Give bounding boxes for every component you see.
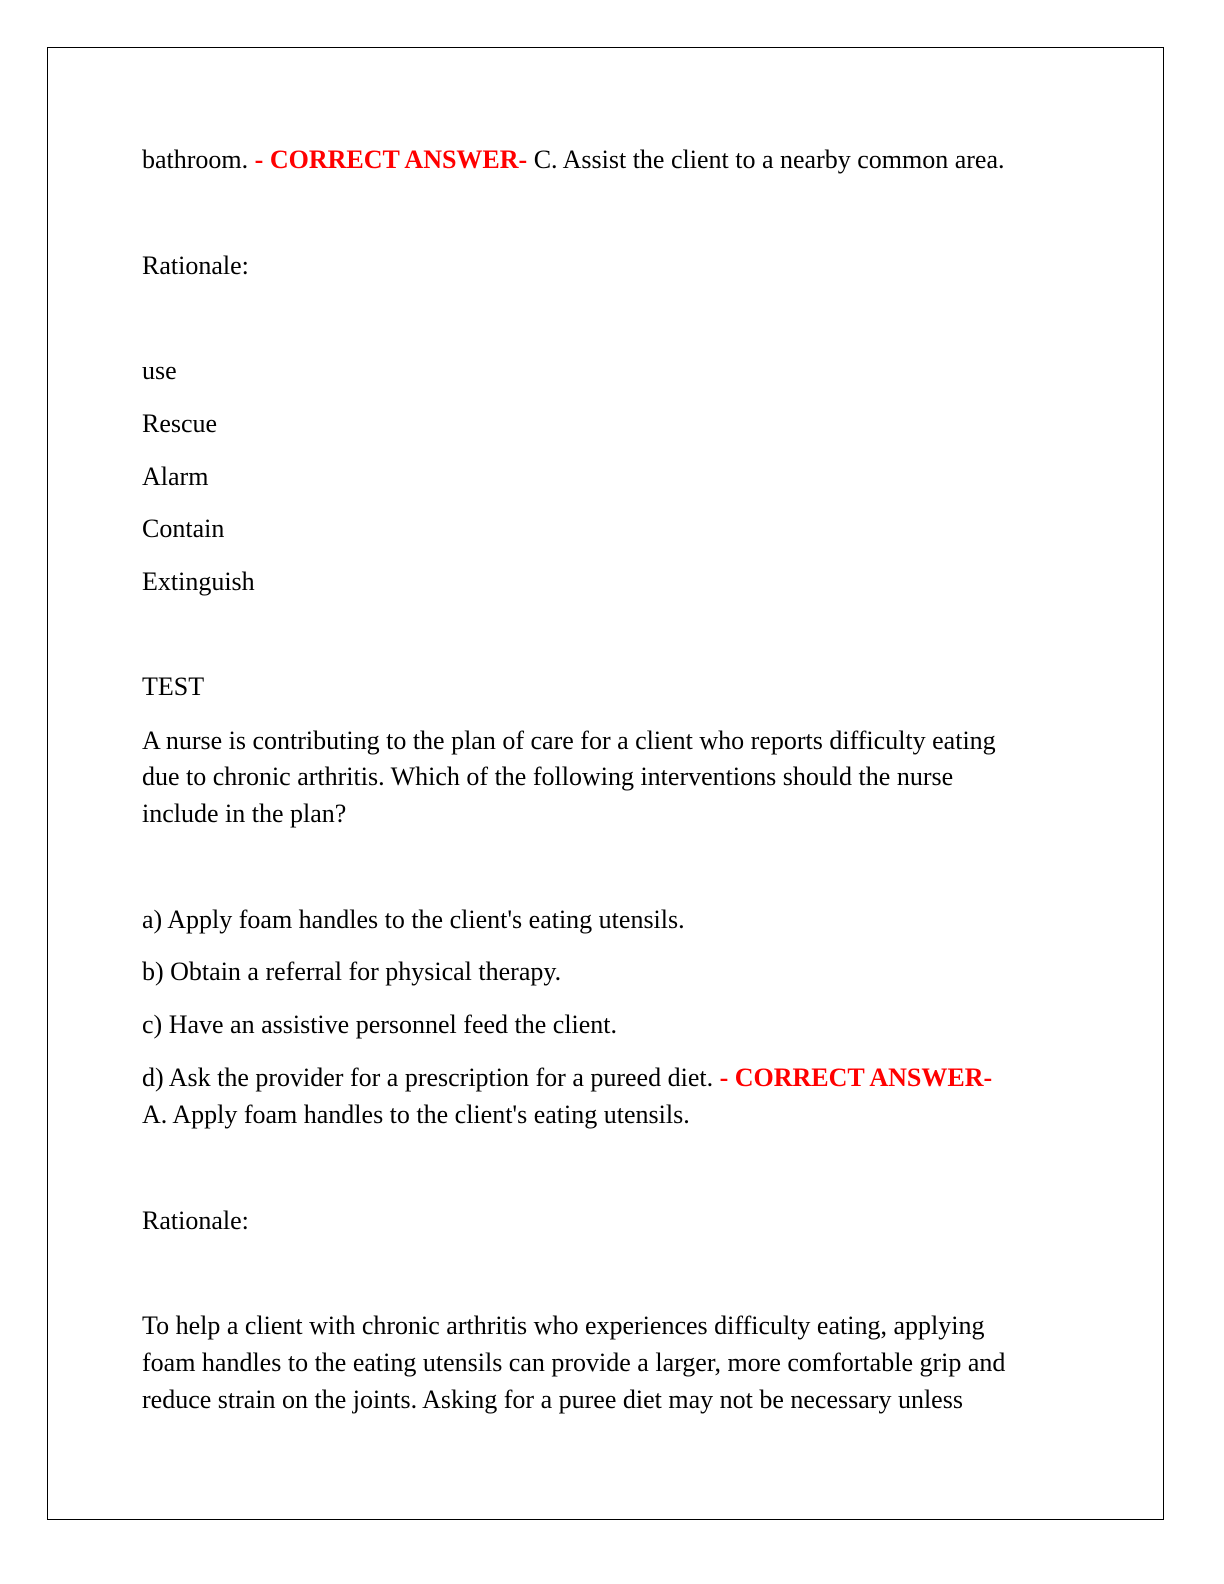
list-item: Extinguish: [142, 567, 255, 596]
list-item: use: [142, 356, 177, 385]
option-b: b) Obtain a referral for physical therapy.: [142, 957, 562, 986]
option-a: a) Apply foam handles to the client's eating utensils.: [142, 905, 685, 934]
question-line: due to chronic arthritis. Which of the following interventions should the nurse: [142, 762, 954, 791]
answer-line-1: [142, 141, 1005, 178]
list-item: Alarm: [142, 462, 209, 491]
correct-answer-marker: - CORRECT ANSWER-: [254, 145, 528, 174]
rationale-line: foam handles to the eating utensils can provide a larger, more comfortable grip and: [142, 1348, 1006, 1377]
list-item: Rescue: [142, 409, 218, 438]
option-d-line: [142, 1059, 992, 1096]
rationale-label: Rationale:: [142, 251, 249, 280]
rationale-line: To help a client with chronic arthritis who experiences difficulty eating, applying: [142, 1311, 985, 1340]
answer-prefix: bathroom.: [142, 145, 249, 174]
correct-answer-marker: - CORRECT ANSWER-: [719, 1063, 993, 1092]
question-line: include in the plan?: [142, 799, 347, 828]
option-c: c) Have an assistive personnel feed the client.: [142, 1010, 618, 1039]
correct-answer-text: A. Apply foam handles to the client's eating utensils.: [142, 1100, 690, 1129]
section-label: TEST: [142, 672, 205, 701]
rationale-label: Rationale:: [142, 1206, 249, 1235]
correct-answer-text: C. Assist the client to a nearby common area.: [533, 145, 1005, 174]
list-item: Contain: [142, 514, 225, 543]
option-d: d) Ask the provider for a prescription for a pureed diet.: [142, 1063, 714, 1092]
question-line: A nurse is contributing to the plan of care for a client who reports difficulty eating: [142, 726, 996, 755]
rationale-line: reduce strain on the joints. Asking for a puree diet may not be necessary unless: [142, 1385, 963, 1414]
